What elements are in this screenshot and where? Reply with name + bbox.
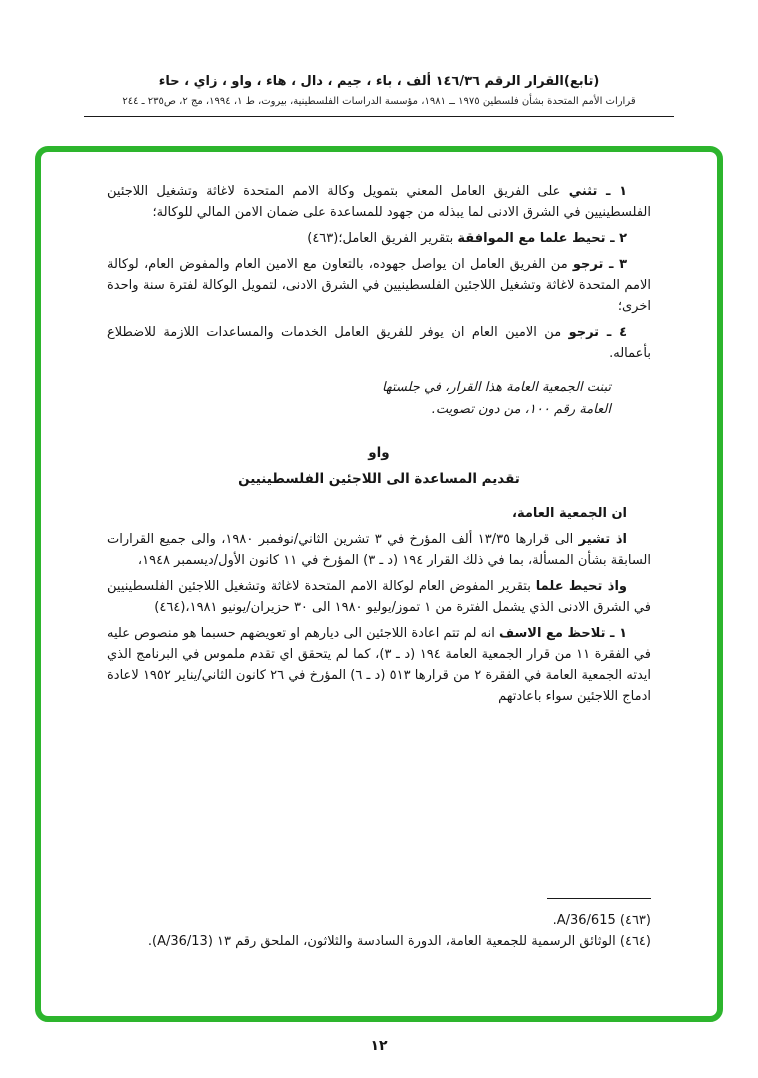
- adoption-note: تبنت الجمعية العامة هذا القرار، في جلستها العامة رقم ١٠٠، من دون تصويت.: [382, 380, 611, 417]
- preamble-paragraph-2: [107, 576, 651, 618]
- section-title: تقديم المساعدة الى اللاجئين الفلسطينيين: [238, 471, 520, 487]
- operative-paragraph-a4: [107, 322, 651, 364]
- page-number: ١٢: [370, 1038, 388, 1054]
- header-divider: [84, 116, 674, 117]
- resolution-opening: ان الجمعية العامة،: [512, 506, 627, 521]
- source-citation: قرارات الأمم المتحدة بشأن فلسطين ١٩٧٥ ــ ١٩٨١، مؤسسة الدراسات الفلسطينية، بيروت، ط ١، ١٩٩٤، مج ٢، ص٢٣٥ ـ ٢٤٤: [122, 96, 636, 107]
- preamble-paragraph-1: [107, 529, 651, 571]
- paragraph-text: الى قرارها ١٣/٣٥ ألف المؤرخ في ٣ تشرين الثاني/نوفمبر ١٩٨٠، والى جميع القرارات السابقة بشأن المسألة، بما في ذلك القرار ١٩٤ (د ـ ٣) المؤرخ في ١١ كانون الأول/ديسمبر ١٩٤٨،: [107, 532, 651, 568]
- paragraph-lead: ١ ـ تثني: [568, 184, 627, 199]
- paragraph-lead: ١ ـ تلاحظ مع الاسف: [499, 626, 628, 641]
- operative-paragraph-a2: [107, 228, 651, 249]
- paragraph-lead: واذ تحيط علما: [535, 579, 627, 594]
- content-frame: [35, 146, 723, 1022]
- paragraph-text: من الامين العام ان يوفر للفريق العامل الخدمات والمساعدات اللازمة للاضطلاع بأعماله.: [107, 325, 651, 361]
- paragraph-text: على الفريق العامل المعني بتمويل وكالة الامم المتحدة لاغاثة وتشغيل اللاجئين الفلسطينيين في الشرق الادنى لما يبذله من جهود للمساعدة على ضمان الامن المالي للوكالة؛: [107, 184, 651, 220]
- paragraph-lead: ٣ ـ ترجو: [572, 257, 628, 272]
- footnote-divider: [547, 898, 651, 899]
- footnote-item-463: (٤٦٣) A/36/615.: [552, 913, 651, 928]
- operative-paragraph-a1: [107, 181, 651, 223]
- resolution-body: [107, 181, 651, 707]
- paragraph-lead: ٤ ـ ترجو: [568, 325, 627, 340]
- operative-paragraph-a3: [107, 254, 651, 317]
- paragraph-text: بتقرير الفريق العامل؛(٤٦٣): [307, 231, 454, 246]
- section-letter: واو: [368, 445, 390, 461]
- paragraph-text: بتقرير المفوض العام لوكالة الامم المتحدة لاغاثة وتشغيل اللاجئين الفلسطينيين في الشرق الادنى الذي يشمل الفترة من ١ تموز/يوليو ١٩٨٠ الى ٣٠ حزيران/يونيو ١٩٨١،(٤٦٤): [107, 579, 651, 615]
- operative-paragraph-b1: [107, 623, 651, 707]
- paragraph-lead: ٢ ـ تحيط علما مع الموافقة: [457, 231, 627, 246]
- footnotes-block: [107, 898, 651, 952]
- paragraph-text: انه لم تتم اعادة اللاجئين الى ديارهم او تعويضهم حسبما هو منصوص عليه في الفقرة ١١ من قرار الجمعية العامة ١٩٤ (د ـ ٣)، كما لم يتحقق اي تقدم ملموس في البرنامج الذي ايدته الجمعية العامة في الفقرة ٢ من قرارها ٥١٣ (د ـ ٦) المؤرخ في ٢٦ كانون الثاني/يناير ١٩٥٢ لاعادة ادماج اللاجئين سواء باعادتهم: [107, 626, 652, 704]
- paragraph-text: من الفريق العامل ان يواصل جهوده، بالتعاون مع الامين العام والمفوض العام، لوكالة الامم المتحدة لاغاثة وتشغيل اللاجئين الفلسطينيين في الشرق الادنى، لتمويل الوكالة لفترة سنة واحدة اخرى؛: [107, 257, 651, 314]
- paragraph-lead: اذ تشير: [578, 532, 627, 547]
- resolution-header-title: (تابع)القرار الرقم ١٤٦/٣٦ ألف ، باء ، جيم ، دال ، هاء ، واو ، زاي ، حاء: [158, 74, 600, 89]
- footnote-item-464: (٤٦٤) الوثائق الرسمية للجمعية العامة، الدورة السادسة والثلاثون، الملحق رقم ١٣ (A/36/13).: [147, 934, 651, 949]
- page-header: [0, 0, 758, 117]
